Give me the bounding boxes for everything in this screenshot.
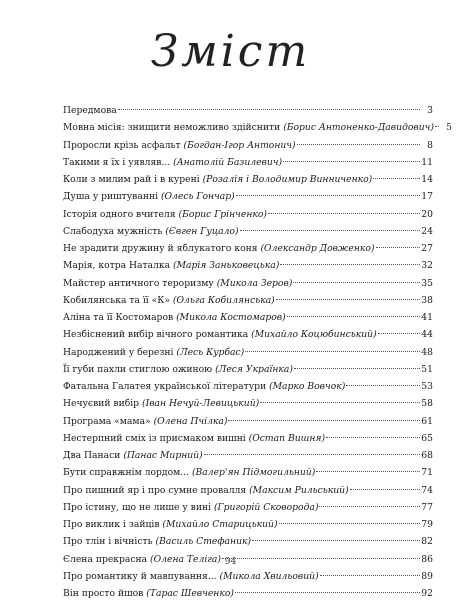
toc-entry-author: (Микола Костомаров) [176,312,286,323]
toc-entry-chapter: Нестерпний сміх із присмаком вишні [63,432,249,444]
toc-entry [63,240,433,257]
toc-entry-author: (Ольга Кобилянська) [172,294,275,306]
toc-entry-author: (Максим Рильський) [249,484,349,496]
dot-leader [236,195,420,196]
dot-leader [260,402,420,403]
dot-leader [279,523,420,524]
toc-entry-title [63,240,375,257]
toc-entry-chapter: Про тлін і вічність [63,536,156,548]
toc-entry-page: 5 [446,122,452,134]
dot-leader [319,506,420,507]
toc-entry-author: (Микола Хвильовий) [219,570,319,582]
toc-entry-title [63,344,244,361]
toc-entry-chapter: Нечуєвий вибір [63,398,142,410]
toc-entry [63,447,433,464]
toc-entry-chapter: Коли з милим рай і в курені [63,174,203,185]
toc-entry [63,326,433,343]
toc-entry-title [63,482,349,499]
dot-leader [373,178,420,179]
toc-entry-page: 68 [421,450,433,461]
dot-leader [316,471,420,472]
dot-leader [118,109,420,110]
toc-entry-author: (Марко Вовчок) [269,381,346,392]
dot-leader [376,247,420,248]
toc-entry-page: 58 [421,398,433,410]
toc-entry-author: (Олесь Гончар) [160,191,235,203]
toc-entry [63,430,433,447]
toc-entry-title [63,499,318,516]
toc-entry-chapter: Такими я їх і уявляв... [63,156,174,168]
toc-entry-author: (Борис Грінченко) [178,208,267,220]
dot-leader [326,437,420,438]
toc-entry-author: (Василь Стефаник) [155,536,252,548]
toc-entry [63,378,433,395]
toc-entry-page: 32 [421,260,433,272]
toc-entry [63,568,433,585]
toc-entry-chapter: Кобилянська та її «К» [63,294,173,306]
toc-entry-page: 82 [421,536,433,548]
toc-entry-chapter: Про пишний яр і про сумне провалля [63,484,250,496]
toc-entry-page: 27 [421,243,433,254]
toc-entry [63,119,452,136]
toc-entry [63,257,433,274]
toc-entry-title [63,447,203,464]
toc-entry-chapter: Майстер античного тероризму [63,277,217,289]
toc-entry [63,344,433,361]
toc-entry-author: (Іван Нечуй-Левицький) [141,398,260,410]
toc-entry-page: 44 [421,329,433,341]
dot-leader [204,454,420,455]
toc-entry-chapter: Про виклик і зайців [63,519,163,530]
toc-entry-chapter: Програма «мама» [63,415,154,427]
toc-entry [63,361,433,378]
dot-leader [283,161,420,162]
toc-entry [63,102,433,119]
toc-entry-chapter: Мовна місія: знищити неможливо здійснити [63,122,284,134]
toc-entry-author: (Остап Вишня) [248,432,326,444]
toc-entry [63,309,433,326]
table-of-contents [63,102,452,602]
toc-entry-page: 41 [421,312,433,323]
toc-entry-title [63,137,296,154]
toc-entry-title [63,585,234,602]
toc-entry-page: 51 [421,363,433,375]
toc-entry-title [63,516,278,533]
toc-entry-chapter: Історія одного вчителя [63,208,179,220]
toc-entry-page: 71 [421,467,433,479]
toc-entry-author: (Михайло Коцюбинський) [251,329,377,341]
toc-entry-chapter: Він просто йшов [63,588,147,599]
toc-entry-chapter: Незбіснений вибір вічного романтика [63,329,252,341]
dot-leader [320,575,420,576]
toc-entry [63,413,433,430]
toc-entry-chapter: Народжений у березні [63,346,177,358]
toc-entry-author: (Марія Заньковецька) [173,260,280,272]
toc-entry-title [63,292,275,309]
toc-entry [63,171,433,188]
toc-entry-title [63,206,267,223]
toc-entry-page: 65 [421,432,433,444]
dot-leader [293,282,420,283]
toc-entry-title [63,119,434,136]
toc-entry [63,188,433,205]
dot-leader [294,368,420,369]
toc-entry-title [63,154,282,171]
toc-entry [63,154,433,171]
dot-leader [297,144,420,145]
toc-entry-chapter: Душа у риштуванні [63,191,161,203]
toc-entry-page: 8 [427,139,433,151]
toc-entry-author: (Панас Мирний) [123,450,203,461]
toc-entry-chapter: Не зрадити дружину й яблукатого коня [63,243,261,254]
page-title: Зміст [150,26,311,77]
toc-entry-page: 89 [421,570,433,582]
toc-entry-author: (Олена Пчілка) [153,415,228,427]
toc-entry-page: 17 [421,191,433,203]
toc-entry-page: 38 [421,294,433,306]
toc-entry-author: (Леся Українка) [215,363,293,375]
toc-entry [63,482,433,499]
toc-entry-chapter: Про романтику й мавпування... [63,570,220,582]
toc-entry-chapter: Два Панаси [63,450,124,461]
toc-entry-author: (Михайло Старицький) [162,519,278,530]
toc-entry-chapter: Аліна та її Костомаров [63,312,177,323]
toc-entry-page: 11 [421,156,433,168]
toc-entry-title [63,102,117,119]
toc-entry-page: 35 [421,277,433,289]
toc-entry-author: (Анатолій Базилевич) [173,156,283,168]
toc-entry-author: (Євген Гуцало) [165,225,239,237]
toc-entry-page: 77 [421,501,433,513]
toc-entry-author: (Тарас Шевченко) [146,588,234,599]
toc-entry-chapter: Передмова [63,105,117,116]
toc-entry-author: (Розалія і Володимир Винниченко) [202,174,373,185]
toc-entry [63,292,433,309]
toc-entry-title [63,326,377,343]
toc-entry [63,206,433,223]
toc-entry [63,533,433,550]
toc-entry-title [63,171,372,188]
dot-leader [276,299,420,300]
toc-entry-title [63,430,325,447]
dot-leader [228,420,420,421]
toc-entry-author: (Валер'ян Підмогильний) [191,467,316,479]
dot-leader [287,316,420,317]
dot-leader [252,540,420,541]
dot-leader [240,230,420,231]
toc-entry-page: 74 [421,484,433,496]
toc-entry-page: 48 [421,346,433,358]
toc-entry-chapter: Її губи пахли стиглою ожиною [63,363,216,375]
toc-entry [63,137,433,154]
toc-entry-title [63,378,345,395]
dot-leader [235,592,420,593]
toc-entry [63,275,433,292]
toc-entry-page: 79 [421,519,433,530]
toc-entry [63,223,433,240]
toc-entry-title [63,309,286,326]
dot-leader [350,489,420,490]
toc-entry-chapter: Про істину, що не лише у вині [63,501,214,513]
toc-entry [63,464,433,481]
toc-entry-page: 92 [421,588,433,599]
toc-entry-author: (Олександр Довженко) [260,243,375,254]
toc-entry [63,395,433,412]
toc-entry-author: (Борис Антоненко-Давидович) [283,122,434,134]
dot-leader [245,351,420,352]
toc-entry-title [63,361,293,378]
toc-entry [63,499,433,516]
toc-entry-author: (Олена Теліга) [150,553,221,565]
toc-entry-title [63,223,239,240]
toc-entry-title [63,568,319,585]
dot-leader [346,385,420,386]
toc-entry-chapter: Єлена прекрасна [63,553,151,565]
toc-entry-author: (Богдан-Ігор Антонич) [183,139,296,151]
toc-entry-title [63,188,235,205]
toc-entry-title [63,533,251,550]
toc-entry-chapter: Проросли крізь асфальт [63,139,184,151]
toc-entry-title [63,413,227,430]
toc-entry-author: (Григорій Сковорода) [213,501,319,513]
toc-entry-author: (Микола Зеров) [216,277,293,289]
dot-leader [268,213,420,214]
toc-entry [63,516,433,533]
toc-entry-title [63,275,292,292]
toc-entry-page: 53 [421,381,433,392]
toc-entry-author: (Лесь Курбас) [176,346,245,358]
toc-entry-page: 61 [421,415,433,427]
toc-entry-page: 20 [421,208,433,220]
toc-entry-chapter: Слабодуха мужність [63,225,166,237]
toc-entry-page: 24 [421,225,433,237]
toc-entry-chapter: Фатальна Галатея української літератури [63,381,270,392]
toc-entry-title [63,395,259,412]
toc-entry-page: 3 [427,105,433,116]
toc-entry-page: 14 [421,174,433,185]
toc-entry-chapter: Марія, котра Наталка [63,260,174,272]
toc-entry-chapter: Бути справжнім лордом... [63,467,192,479]
toc-entry-title [63,464,315,481]
toc-entry-title [63,257,279,274]
dot-leader [378,333,420,334]
dot-leader [280,264,420,265]
toc-entry [63,585,433,602]
dot-leader [435,126,439,127]
page-number: 94 [224,557,237,567]
toc-entry-page: 86 [421,553,433,565]
